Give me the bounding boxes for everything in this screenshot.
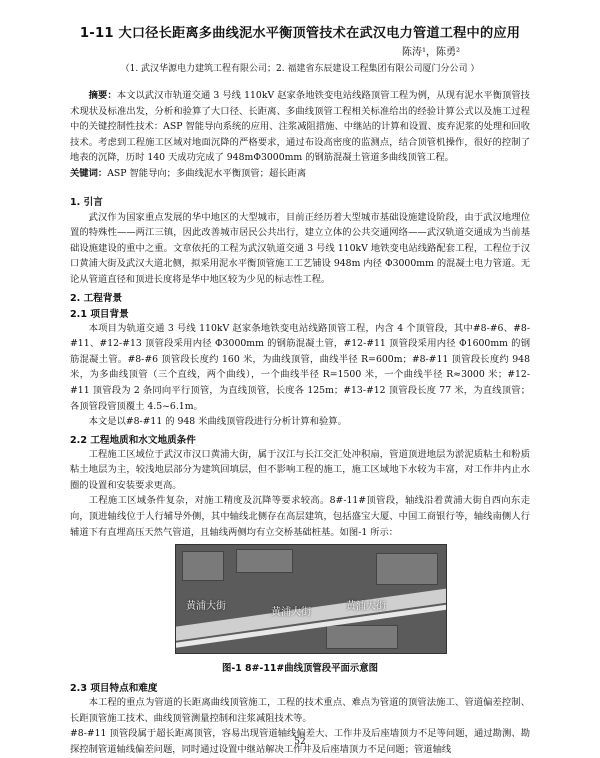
building-block xyxy=(326,625,398,649)
figure-caption: 图-1 8#-11#曲线顶管段平面示意图 xyxy=(222,663,378,675)
page-number: 52 xyxy=(294,737,306,747)
section-2-3-heading: 2.3 项目特点和难度 xyxy=(70,683,158,695)
street-label: 黄浦大街 xyxy=(271,607,311,619)
section-2-1-paragraph: 本项目为轨道交通 3 号线 110kV 赵家条地铁变电站线路顶管工程，内含 4 个顶管段，其中#8-#6、#8-#11、#12-#13 顶管段采用内径 Φ3000mm 的钢筋混凝土管，#12-#11 顶管段采用内径 Φ1600mm 的钢筋混凝土管。#8-#6 顶管段长度约 160 米，为曲线顶管，曲线半径 R=600m；#8-#11 顶管段长度约 948 米，为多曲线顶管（三个直线，两个曲线），一个曲线半径 R=1500 米，一个曲线半径 R≈3000 米；#12-#11 顶管段为 2 条同向平行顶管，为直线顶管，长度各 125m；#13-#12 顶管段长度 77 米，为直线顶管；各顶管段管顶覆土 4.5~6.1m。 xyxy=(70,322,530,412)
street-label: 黄浦大街 xyxy=(186,601,226,613)
section-2-3-paragraph-2: #8-#11 顶管段属于超长距离顶管，容易出现管道轴线偏差大、工作井及后座墙顶力不足等问题，通过勘测、勘探控制管道轴线偏差问题，同时通过设置中继站解决工作井及后座墙顶力不足问题；管道轴线 xyxy=(70,728,530,756)
keywords-label: 关键词： xyxy=(70,167,108,179)
abstract-text: 本文以武汉市轨道交通 3 号线 110kV 赵家条地铁变电站线路顶管工程为例，从现有泥水平衡顶管技术现状及标准出发，分析和验算了大口径、长距离、多曲线顶管工程相关标准给出的经验计算公式以及施工过程中的关键控制性技术：ASP 智能导向系统的应用、注浆减阻措施、中继站的计算和设置、废弃泥浆的处理和回收技术。考虑到工程施工区域对地面沉降的严格要求，通过布设高密度的监测点，结合顶管机操作，很好的控制了地表的沉降，历时 140 天成功完成了 948mΦ3000mm 的钢筋混凝土管道多曲线顶管工程。 xyxy=(70,90,530,164)
building-block xyxy=(182,551,224,581)
section-1-heading: 1. 引言 xyxy=(70,196,103,208)
affiliation: （1. 武汉华源电力建筑工程有限公司；2. 福建省东辰建设工程集团有限公司厦门分公司 ） xyxy=(120,64,480,74)
section-2-1-note: 本文是以#8-#11 的 948 米曲线顶管段进行分析计算和验算。 xyxy=(88,416,347,428)
building-block xyxy=(376,553,438,585)
section-2-2-paragraph-1: 工程施工区域位于武汉市汉口黄浦大街，属于汉江与长江交汇处冲积扇，管道顶进地层为淤泥质粘土和粉质粘土地层为主，较浅地层部分为建筑回填层，但不影响工程的施工，施工区域地下水较为丰富，对工作井内止水圈的设置和安装要求更高。 xyxy=(70,448,530,491)
section-1-paragraph: 武汉作为国家重点发展的华中地区的大型城市，目前正经历着大型城市基础设施建设阶段，由于武汉地理位置的特殊性——两江三镇，因此改善城市居民公共出行，建立立体的公共交通网络——武汉轨道交通成为当前基础设施建设的重中之重。文章依托的工程为武汉轨道交通 3 号线 110kV 地铁变电站线路配套工程，工程位于汉口黄浦大街及武汉大道北侧，拟采用泥水平衡顶管施工工艺铺设 948m 内径 Φ3000mm 的混凝土电力管道。无论从管道直径和顶进长度将是华中地区较为少见的标志性工程。 xyxy=(70,211,530,285)
keywords xyxy=(70,166,530,182)
building-block xyxy=(236,549,293,573)
abstract xyxy=(70,88,530,166)
section-2-1-heading: 2.1 项目背景 xyxy=(70,308,129,320)
section-2-heading: 2. 工程背景 xyxy=(70,292,123,304)
site-plan-figure xyxy=(175,544,447,654)
paper-title: 1-11 大口径长距离多曲线泥水平衡顶管技术在武汉电力管道工程中的应用 xyxy=(79,26,521,41)
abstract-label: 摘要： xyxy=(88,90,117,101)
section-2-2-paragraph-2: 工程施工区域条件复杂，对施工精度及沉降等要求较高。8#-11#顶管段，轴线沿着黄浦大街自西向东走向，顶进轴线位于人行辅导外侧，其中轴线北侧存在高层建筑，包括盛宝大厦、中国工商银行等，轴线南侧人行辅道下有直埋高压天然气管道，且轴线两侧均有立交桥基础桩基。如图-1 所示： xyxy=(70,495,530,538)
section-2-3-paragraph-1: 本工程的重点为管道的长距离曲线顶管施工，工程的技术重点、难点为管道的顶管法施工、管道偏差控制、长距顶管施工技术、曲线顶管测量控制和注浆减阻技术等。 xyxy=(70,697,530,724)
street-label: 黄浦大街 xyxy=(346,601,386,613)
section-2-2-heading: 2.2 工程地质和水文地质条件 xyxy=(70,434,196,446)
authors: 陈涛¹，陈勇² xyxy=(401,47,460,58)
keywords-text: ASP 智能导向；多曲线泥水平衡顶管；超长距离 xyxy=(107,167,307,179)
